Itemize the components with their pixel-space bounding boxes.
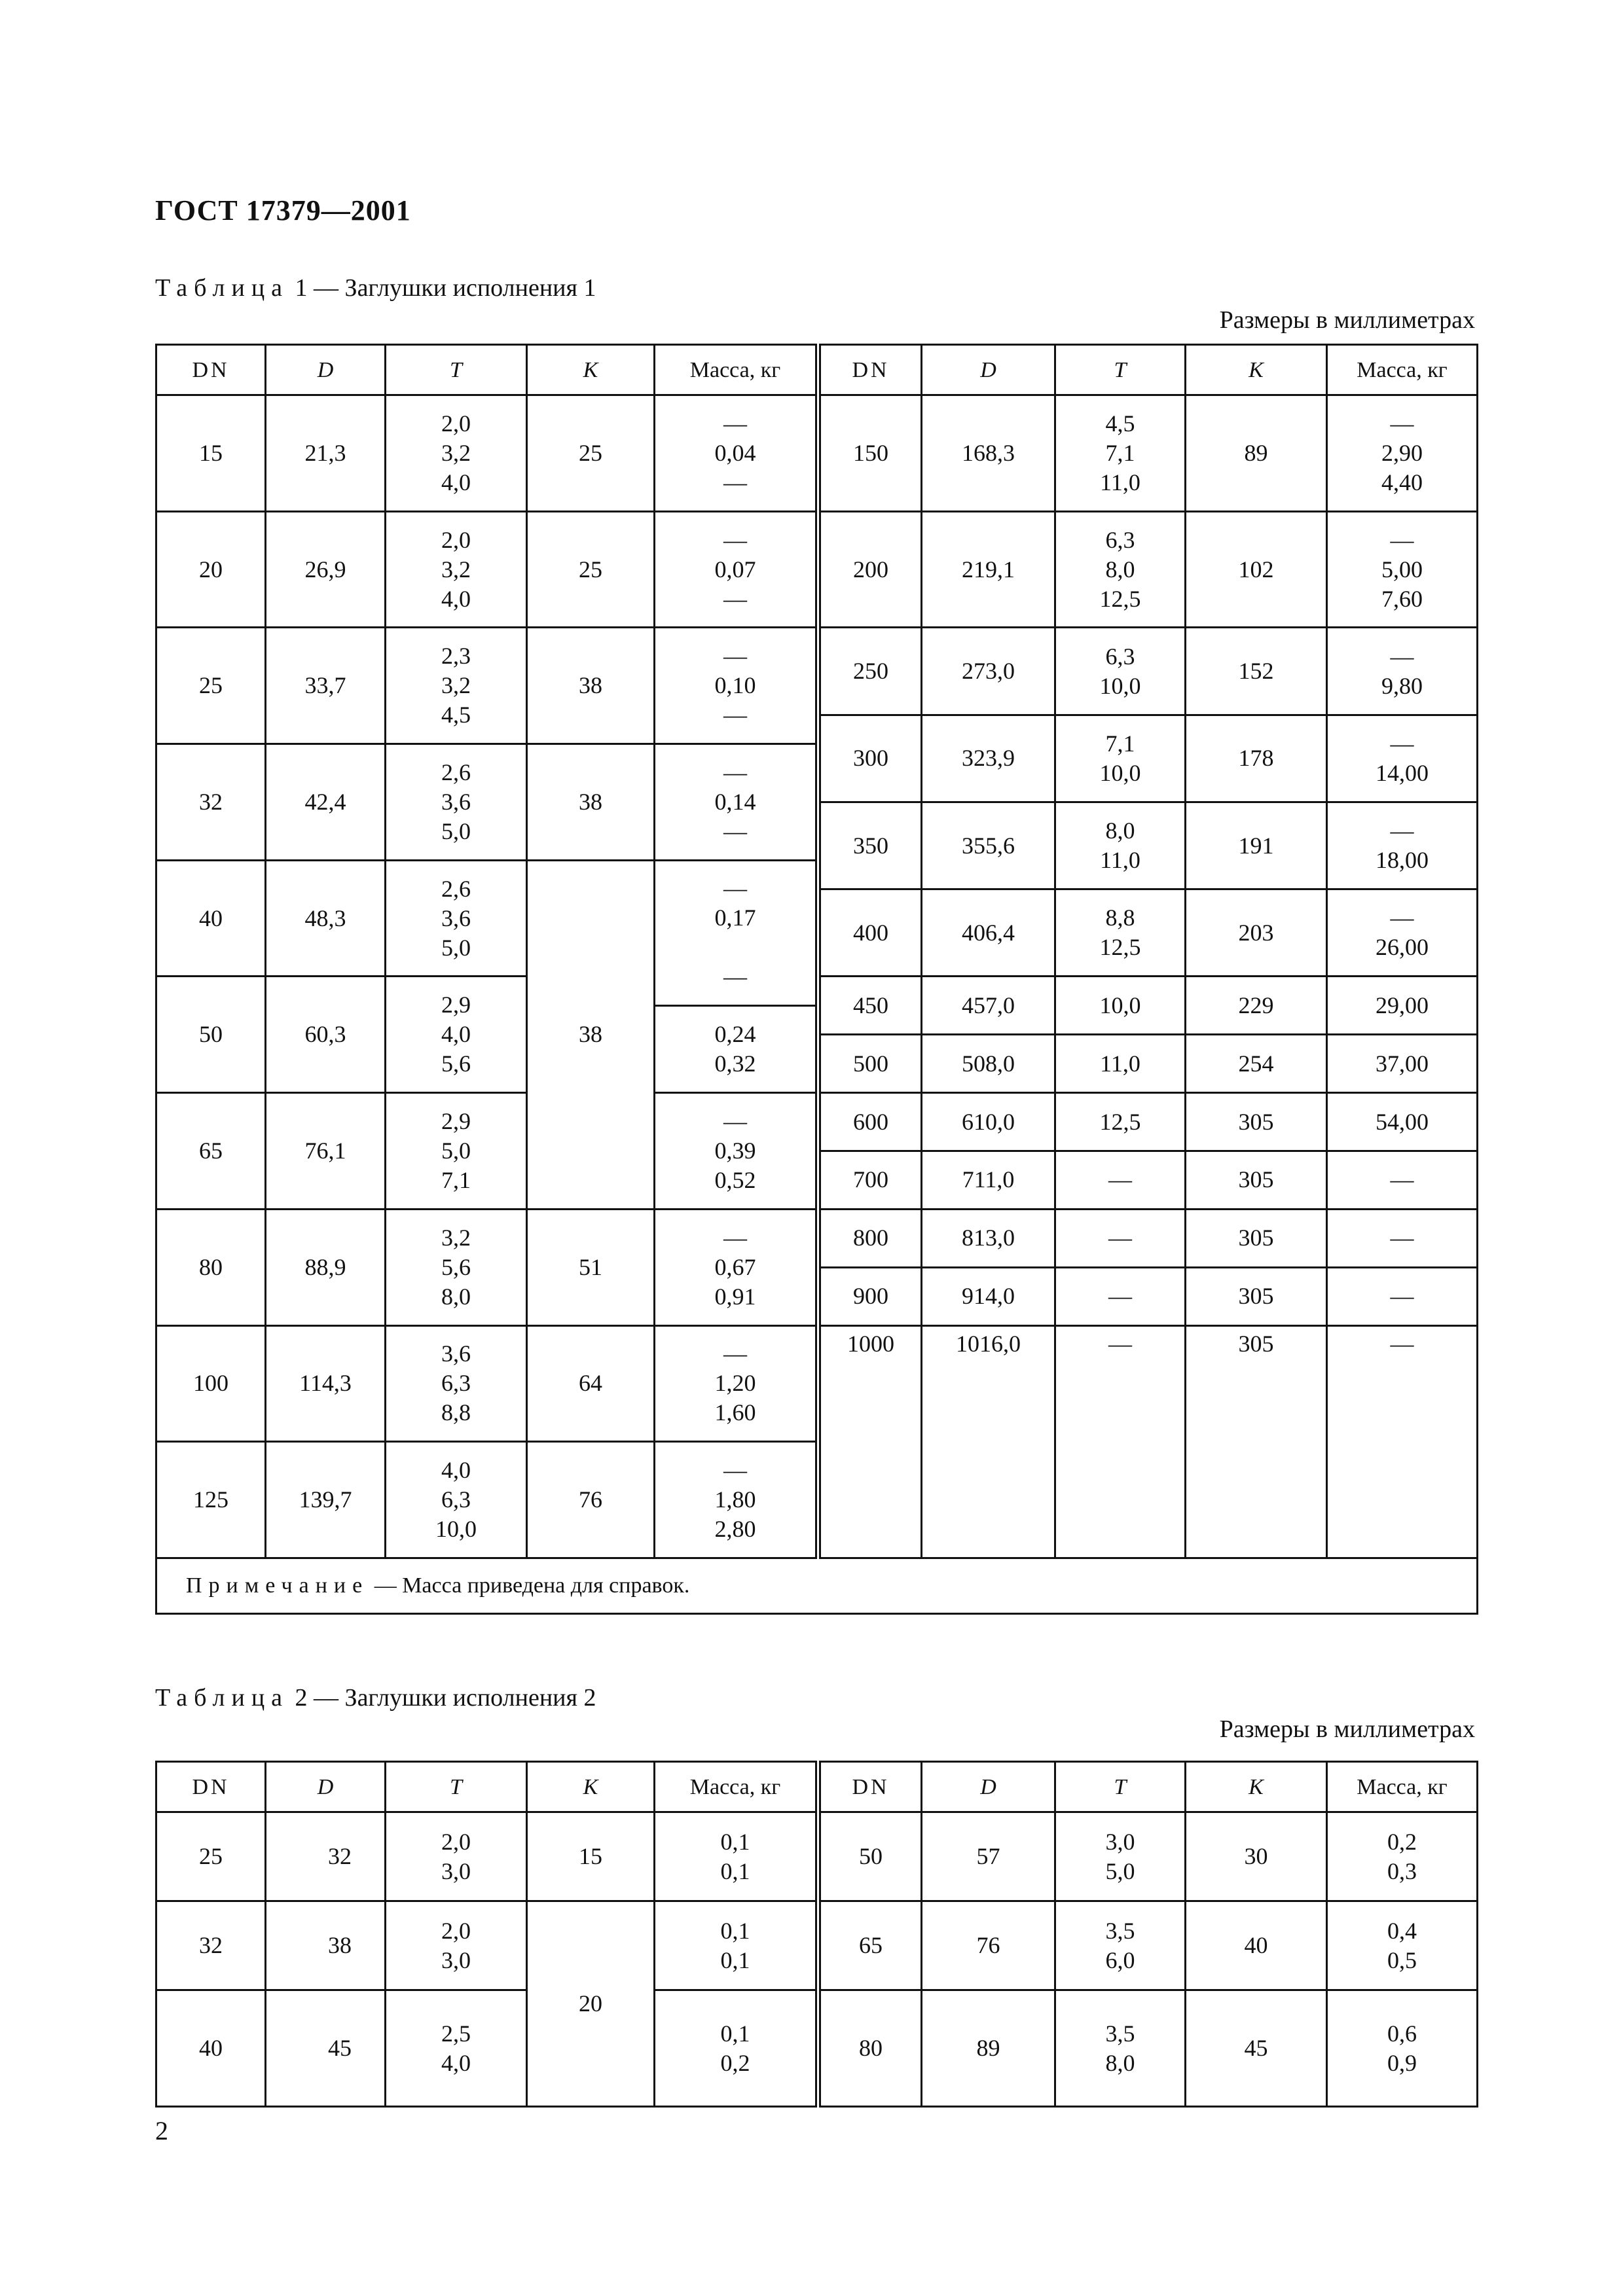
table1-cell-mass: — 1,80 2,80 [655,1442,818,1558]
table1-caption-label: Таблица [155,274,289,302]
table1-cell-k-right: 305 [1186,1151,1327,1209]
table1-cell-dn-right: 800 [818,1209,922,1267]
table2-cell-d: 32 [266,1812,386,1901]
table1-cell-mass: 0,24 0,32 [655,1005,818,1092]
table1-caption-text: 1 — Заглушки исполнения 1 [295,274,596,302]
table2-header-dn-right: DN [818,1762,922,1812]
table2-header-dn: DN [156,1762,266,1812]
table1-cell-mass: — 0,17 — [655,860,818,1005]
table1-units: Размеры в миллиметрах [1219,306,1475,334]
table2-units: Размеры в миллиметрах [1219,1715,1475,1743]
table2 [155,1761,1478,2108]
table1-cell-d-right: 273,0 [922,628,1055,715]
table1-cell-t-right: 12,5 [1055,1093,1186,1151]
table1-header-dn-right: DN [818,345,922,395]
table1-cell-dn: 32 [156,744,266,861]
table1-cell-mass: — 0,07 — [655,511,818,628]
table1-cell-k-right: 89 [1186,395,1327,512]
table1-grid-row [156,511,1478,540]
table2-cell-dn-right: 65 [818,1901,922,1990]
table1-cell-dn-right: 300 [818,715,922,802]
table2-cell-t: 2,0 3,0 [386,1812,527,1901]
table1-cell-mass-right: — 26,00 [1327,889,1478,977]
table1-cell-d: 21,3 [266,395,386,512]
table1-cell-d: 48,3 [266,860,386,977]
table1-cell-k-right: 305 [1186,1209,1327,1267]
table1-cell-dn-right: 1000 [818,1325,922,1558]
table1-cell-t: 2,0 3,2 4,0 [386,511,527,628]
table1-cell-d: 114,3 [266,1325,386,1442]
table1-cell-t: 2,6 3,6 5,0 [386,744,527,861]
table1-cell-d-right: 406,4 [922,889,1055,977]
table1-cell-d: 33,7 [266,628,386,744]
table1-cell-d: 88,9 [266,1209,386,1325]
table2-header-t: T [386,1762,527,1812]
table1-cell-dn-right: 400 [818,889,922,977]
table1-cell-t-right: 6,3 10,0 [1055,628,1186,715]
table1-header-mass-right: Масса, кг [1327,345,1478,395]
table1-cell-mass-right: — 2,90 4,40 [1327,395,1478,512]
table1-cell-d: 26,9 [266,511,386,628]
table1-cell-dn: 40 [156,860,266,977]
table2-cell-d: 45 [266,1990,386,2107]
table2-cell-mass: 0,1 0,1 [655,1901,818,1990]
table2-caption [155,1683,596,1712]
table1-cell-t-right: 11,0 [1055,1035,1186,1093]
table1-header-mass: Масса, кг [655,345,818,395]
table1-note [156,1558,1478,1613]
table2-cell-t-right: 3,5 6,0 [1055,1901,1186,1990]
table1-cell-k: 51 [527,1209,655,1325]
table1-header-t: T [386,345,527,395]
table1-header-k-right: K [1186,345,1327,395]
table1-cell-mass-right: — 18,00 [1327,802,1478,889]
table1-grid-row [156,1209,1478,1238]
table1-cell-mass: — 0,67 0,91 [655,1209,818,1325]
table1-cell-k: 38 [527,744,655,861]
table2-cell-dn-right: 50 [818,1812,922,1901]
table1-grid-row [156,1093,1478,1122]
table1-cell-k-right: 191 [1186,802,1327,889]
table2-header-t-right: T [1055,1762,1186,1812]
table2-cell-d-right: 76 [922,1901,1055,1990]
table2-cell-k: 15 [527,1812,655,1901]
table1-cell-dn-right: 250 [818,628,922,715]
table1-cell-t: 2,6 3,6 5,0 [386,860,527,977]
table1-cell-dn-right: 500 [818,1035,922,1093]
table2-cell-dn-right: 80 [818,1990,922,2107]
table2-header-mass: Масса, кг [655,1762,818,1812]
table1-cell-d: 42,4 [266,744,386,861]
table2-cell-t: 2,0 3,0 [386,1901,527,1990]
table1-cell-d-right: 813,0 [922,1209,1055,1267]
table1-caption [155,274,596,302]
table1-cell-d: 60,3 [266,977,386,1093]
table1-cell-mass-right: — 14,00 [1327,715,1478,802]
table1-cell-dn: 80 [156,1209,266,1325]
table2-cell-k-right: 40 [1186,1901,1327,1990]
table1-cell-mass-right: 54,00 [1327,1093,1478,1151]
table1-cell-dn: 65 [156,1093,266,1210]
table2-caption-label: Таблица [155,1684,289,1712]
table1-header-d: D [266,345,386,395]
table1-cell-dn-right: 600 [818,1093,922,1151]
table1-cell-dn-right: 150 [818,395,922,512]
table1-note-text: — Масса приведена для справок. [374,1573,690,1598]
table1-header-row [156,345,1478,395]
table1-cell-d-right: 508,0 [922,1035,1055,1093]
table1-grid-row [156,628,1478,656]
table1-note-label: Примечание [186,1573,369,1598]
table1-cell-dn-right: 700 [818,1151,922,1209]
table1-cell-mass: — 0,14 — [655,744,818,861]
table1-cell-k: 38 [527,860,655,1209]
table1-cell-dn: 15 [156,395,266,512]
table1-cell-t-right: 8,8 12,5 [1055,889,1186,977]
table1-cell-mass-right: — [1327,1325,1478,1558]
table2-header-k-right: K [1186,1762,1327,1812]
table2-header-mass-right: Масса, кг [1327,1762,1478,1812]
table1-cell-k: 76 [527,1442,655,1558]
table2-cell-d-right: 89 [922,1990,1055,2107]
table1-cell-t: 4,0 6,3 10,0 [386,1442,527,1558]
table1-header-t-right: T [1055,345,1186,395]
page-number: 2 [155,2116,168,2145]
table2-row [156,1812,1478,1901]
table1-cell-mass-right: — 9,80 [1327,628,1478,715]
table1-cell-t-right: 10,0 [1055,977,1186,1035]
table1 [155,344,1478,1615]
table1-cell-t-right: — [1055,1267,1186,1325]
table1-cell-dn: 20 [156,511,266,628]
table1-cell-dn-right: 200 [818,511,922,628]
table1-cell-d-right: 1016,0 [922,1325,1055,1558]
table1-cell-t-right: 8,0 11,0 [1055,802,1186,889]
table2-cell-mass: 0,1 0,2 [655,1990,818,2107]
table1-cell-mass: — 1,20 1,60 [655,1325,818,1442]
table1-cell-d: 76,1 [266,1093,386,1210]
table1-cell-dn-right: 450 [818,977,922,1035]
table1-cell-k: 25 [527,395,655,512]
table1-cell-mass-right: — [1327,1151,1478,1209]
table2-cell-mass-right: 0,4 0,5 [1327,1901,1478,1990]
table1-cell-t-right: 7,1 10,0 [1055,715,1186,802]
table1-cell-d-right: 355,6 [922,802,1055,889]
document-title: ГОСТ 17379—2001 [155,194,411,226]
table1-cell-dn: 25 [156,628,266,744]
table2-cell-mass: 0,1 0,1 [655,1812,818,1901]
table1-cell-mass-right: — 5,00 7,60 [1327,511,1478,628]
table2-caption-text: 2 — Заглушки исполнения 2 [295,1684,596,1712]
table2-cell-dn: 32 [156,1901,266,1990]
table2-header-row [156,1762,1478,1812]
table1-cell-t-right: 4,5 7,1 11,0 [1055,395,1186,512]
table1-cell-mass-right: — [1327,1209,1478,1267]
table1-cell-d-right: 610,0 [922,1093,1055,1151]
table1-cell-t: 3,2 5,6 8,0 [386,1209,527,1325]
table1-grid-row [156,1325,1478,1354]
table1-cell-t: 2,9 4,0 5,6 [386,977,527,1093]
table1-cell-d-right: 219,1 [922,511,1055,628]
table1-cell-d-right: 457,0 [922,977,1055,1035]
table2-cell-t-right: 3,0 5,0 [1055,1812,1186,1901]
table1-cell-d-right: 323,9 [922,715,1055,802]
table2-header-k: K [527,1762,655,1812]
table2-cell-k-right: 30 [1186,1812,1327,1901]
table1-cell-dn: 50 [156,977,266,1093]
table1-cell-mass: — 0,10 — [655,628,818,744]
table1-cell-mass: — 0,39 0,52 [655,1093,818,1210]
table2-cell-dn: 25 [156,1812,266,1901]
table2-header-d: D [266,1762,386,1812]
table2-header-d-right: D [922,1762,1055,1812]
table1-cell-k-right: 152 [1186,628,1327,715]
table1-cell-t: 2,0 3,2 4,0 [386,395,527,512]
table1-header-k: K [527,345,655,395]
table1-cell-k-right: 203 [1186,889,1327,977]
table2-cell-t: 2,5 4,0 [386,1990,527,2107]
table1-cell-t: 3,6 6,3 8,8 [386,1325,527,1442]
table1-cell-mass-right: 37,00 [1327,1035,1478,1093]
table1-cell-dn: 125 [156,1442,266,1558]
table1-cell-k-right: 102 [1186,511,1327,628]
table1-cell-k-right: 305 [1186,1267,1327,1325]
table1-cell-k: 64 [527,1325,655,1442]
table2-row [156,1901,1478,1990]
table2-cell-dn: 40 [156,1990,266,2107]
table1-cell-d: 139,7 [266,1442,386,1558]
table1-cell-t-right: — [1055,1325,1186,1558]
table1-cell-t-right: — [1055,1209,1186,1267]
table1-cell-k: 25 [527,511,655,628]
table2-cell-k: 20 [527,1901,655,2107]
table2-cell-d: 38 [266,1901,386,1990]
table1-cell-mass: — 0,04 — [655,395,818,512]
table1-cell-t-right: 6,3 8,0 12,5 [1055,511,1186,628]
table1-header-dn: DN [156,345,266,395]
table2-cell-mass-right: 0,2 0,3 [1327,1812,1478,1901]
table1-cell-mass-right: — [1327,1267,1478,1325]
table1-grid-row [156,395,1478,424]
table2-cell-t-right: 3,5 8,0 [1055,1990,1186,2107]
table1-cell-t-right: — [1055,1151,1186,1209]
table1-cell-k-right: 254 [1186,1035,1327,1093]
table1-cell-t: 2,3 3,2 4,5 [386,628,527,744]
table1-cell-dn: 100 [156,1325,266,1442]
table1-note-row [156,1558,1478,1613]
table1-header-d-right: D [922,345,1055,395]
table2-row [156,1990,1478,2107]
table1-cell-t: 2,9 5,0 7,1 [386,1093,527,1210]
table1-cell-k-right: 305 [1186,1093,1327,1151]
table1-cell-d-right: 168,3 [922,395,1055,512]
table1-cell-dn-right: 900 [818,1267,922,1325]
table1-cell-d-right: 711,0 [922,1151,1055,1209]
table1-cell-mass-right: 29,00 [1327,977,1478,1035]
table1-cell-k-right: 178 [1186,715,1327,802]
table1-cell-k-right: 305 [1186,1325,1327,1558]
table1-cell-dn-right: 350 [818,802,922,889]
table2-cell-mass-right: 0,6 0,9 [1327,1990,1478,2107]
table1-cell-d-right: 914,0 [922,1267,1055,1325]
table2-cell-k-right: 45 [1186,1990,1327,2107]
table1-cell-k: 38 [527,628,655,744]
table2-cell-d-right: 57 [922,1812,1055,1901]
table1-cell-k-right: 229 [1186,977,1327,1035]
